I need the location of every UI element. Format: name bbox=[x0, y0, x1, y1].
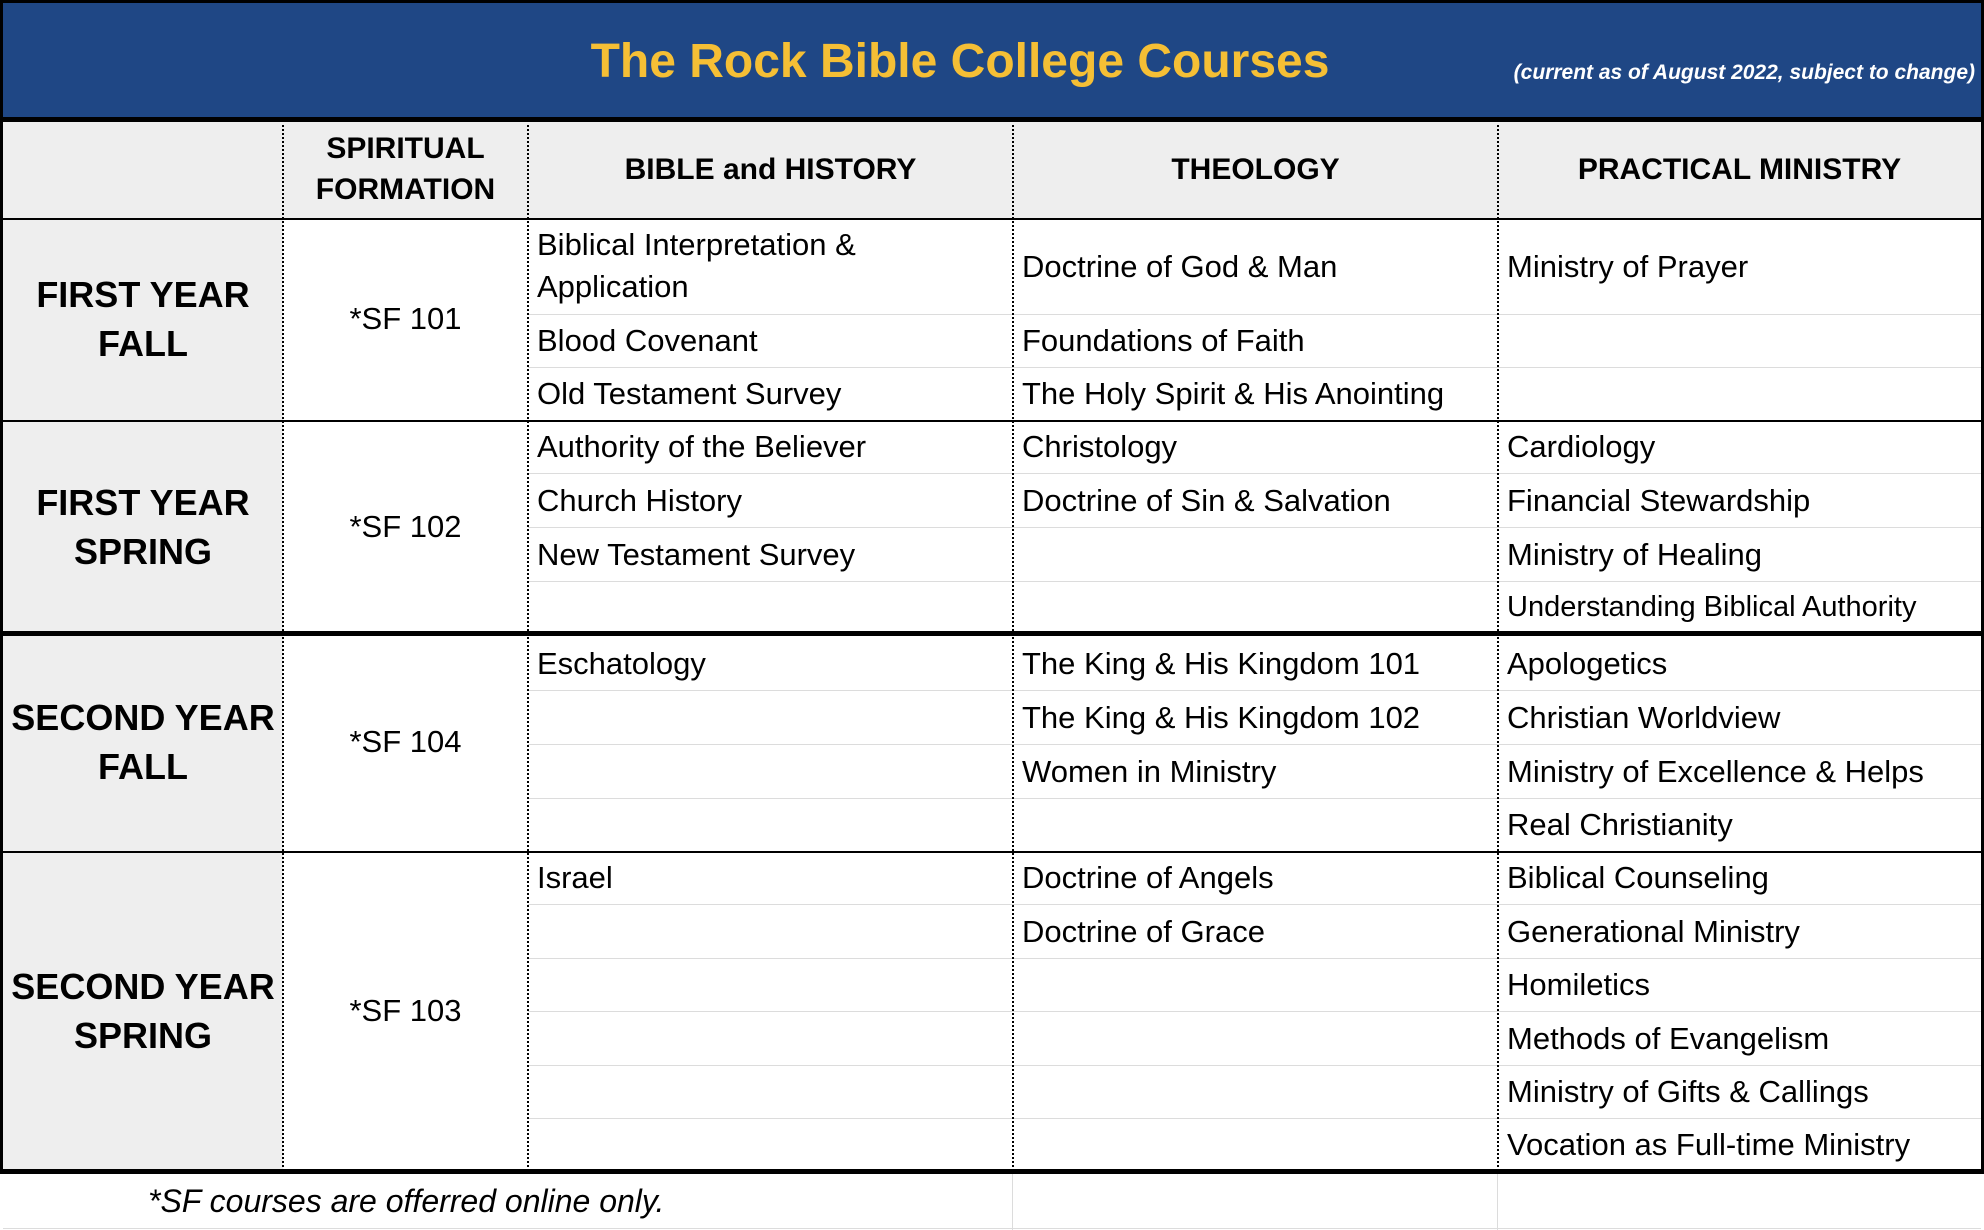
course-bible-history: Authority of the Believer bbox=[537, 429, 867, 464]
term-second-year-spring: SECOND YEAR SPRING bbox=[3, 851, 283, 1171]
course-bible-history: Blood Covenant bbox=[537, 323, 758, 358]
footer-divider bbox=[1497, 1174, 1498, 1230]
course-theology: The King & His Kingdom 101 bbox=[1022, 645, 1421, 681]
sf-course: *SF 103 bbox=[349, 993, 462, 1028]
course-practical-ministry: Ministry of Prayer bbox=[1507, 248, 1749, 284]
course-bible-history: New Testament Survey bbox=[537, 536, 856, 572]
course-practical-ministry: Vocation as Full-time Ministry bbox=[1507, 1127, 1911, 1162]
course-theology: Foundations of Faith bbox=[1022, 323, 1305, 358]
course-theology: Christology bbox=[1022, 429, 1178, 464]
header-bible-history: BIBLE and HISTORY bbox=[528, 120, 1013, 218]
course-practical-ministry: Understanding Biblical Authority bbox=[1507, 590, 1917, 623]
page-title: The Rock Bible College Courses bbox=[590, 35, 1330, 88]
course-practical-ministry: Methods of Evangelism bbox=[1507, 1020, 1830, 1056]
page-subtitle: (current as of August 2022, subject to change) bbox=[1513, 61, 1975, 84]
course-theology: Women in Ministry bbox=[1022, 753, 1277, 789]
course-practical-ministry: Generational Ministry bbox=[1507, 913, 1800, 949]
header-practical-ministry: PRACTICAL MINISTRY bbox=[1498, 120, 1981, 218]
footer-bottom-line bbox=[3, 1228, 1981, 1229]
course-bible-history: Israel bbox=[537, 860, 613, 895]
footer-divider bbox=[1012, 1174, 1013, 1230]
term-first-year-spring: FIRST YEAR SPRING bbox=[3, 420, 283, 633]
footer-note: *SF courses are offerred online only. bbox=[148, 1183, 665, 1219]
course-theology: Doctrine of Angels bbox=[1022, 860, 1274, 895]
course-practical-ministry: Real Christianity bbox=[1507, 807, 1733, 842]
course-practical-ministry: Christian Worldview bbox=[1507, 699, 1781, 735]
course-practical-ministry: Ministry of Excellence & Helps bbox=[1507, 753, 1924, 789]
course-practical-ministry: Biblical Counseling bbox=[1507, 860, 1769, 895]
course-bible-history: Eschatology bbox=[537, 645, 706, 681]
course-practical-ministry: Cardiology bbox=[1507, 429, 1656, 464]
term-first-year-fall: FIRST YEAR FALL bbox=[3, 218, 283, 420]
course-theology: Doctrine of God & Man bbox=[1022, 248, 1338, 284]
course-theology: The Holy Spirit & His Anointing bbox=[1022, 376, 1445, 411]
course-practical-ministry: Ministry of Gifts & Callings bbox=[1507, 1074, 1869, 1109]
course-practical-ministry: Financial Stewardship bbox=[1507, 482, 1811, 518]
header-theology: THEOLOGY bbox=[1013, 120, 1498, 218]
term-second-year-fall: SECOND YEAR FALL bbox=[3, 633, 283, 851]
course-practical-ministry: Apologetics bbox=[1507, 645, 1668, 681]
sf-course: *SF 102 bbox=[349, 508, 462, 544]
course-practical-ministry: Homiletics bbox=[1507, 967, 1650, 1002]
course-theology: Doctrine of Sin & Salvation bbox=[1022, 482, 1391, 518]
course-bible-history: Old Testament Survey bbox=[537, 376, 842, 411]
sf-course: *SF 101 bbox=[349, 301, 462, 336]
header-spiritual-formation: SPIRITUAL FORMATION bbox=[283, 120, 528, 218]
course-theology: Doctrine of Grace bbox=[1022, 913, 1265, 949]
course-theology: The King & His Kingdom 102 bbox=[1022, 699, 1421, 735]
course-practical-ministry: Ministry of Healing bbox=[1507, 536, 1762, 572]
course-bible-history: Biblical Interpretation & Application bbox=[537, 227, 856, 304]
sf-course: *SF 104 bbox=[349, 724, 462, 759]
course-bible-history: Church History bbox=[537, 482, 742, 518]
